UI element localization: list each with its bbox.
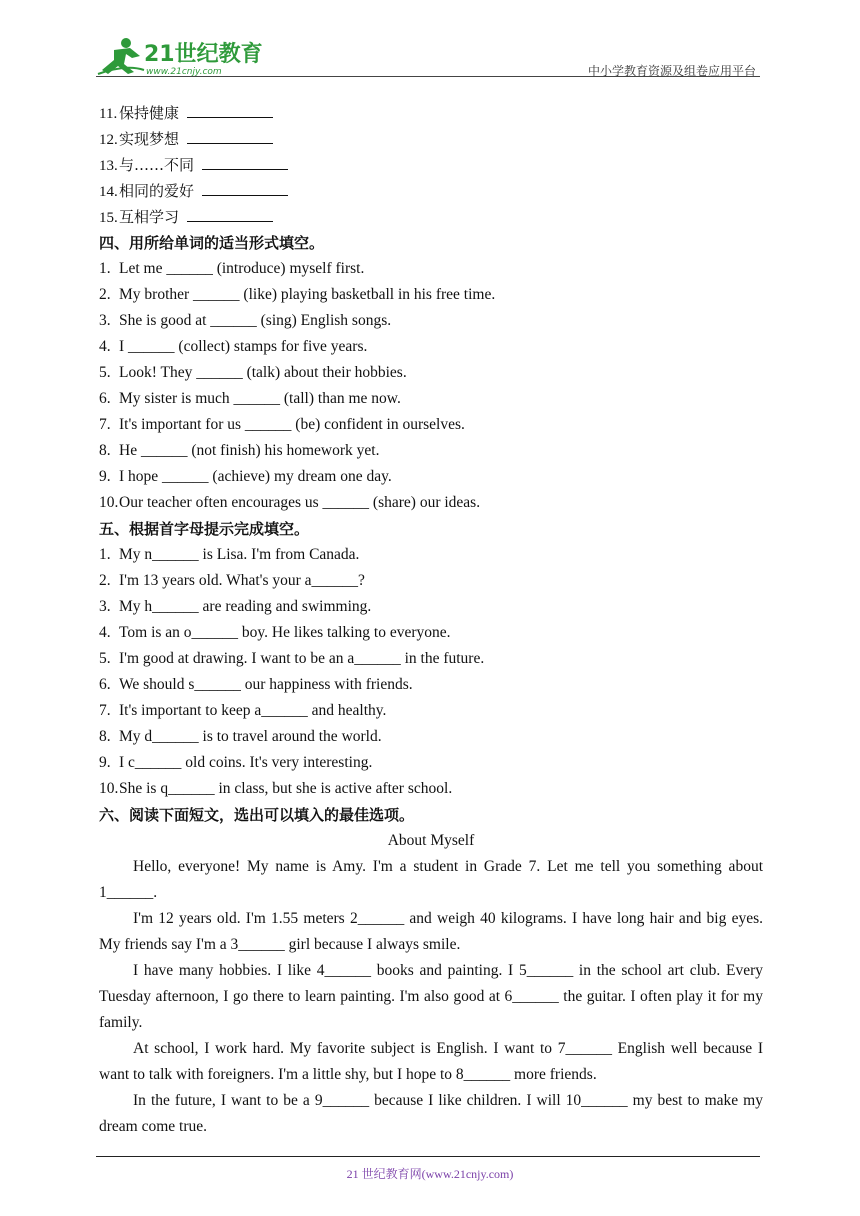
answer-blank[interactable] <box>202 155 288 170</box>
question-item <box>99 490 763 516</box>
section-6-title: 六、阅读下面短文，选出可以填入的最佳选项。 <box>99 806 415 824</box>
question-item <box>99 750 763 776</box>
item-number: 3. <box>99 598 111 615</box>
question-item <box>99 360 763 386</box>
answer-blank[interactable] <box>187 103 273 118</box>
item-number: 4. <box>99 338 111 355</box>
question-item <box>99 334 763 360</box>
question-item <box>99 724 763 750</box>
question-item <box>99 542 763 568</box>
item-number: 7. <box>99 702 111 719</box>
item-number: 2. <box>99 286 111 303</box>
answer-blank[interactable] <box>187 207 273 222</box>
question-text: Look! They ______ (talk) about their hobbies. <box>119 364 407 381</box>
question-text: My sister is much ______ (tall) than me now. <box>119 390 401 407</box>
phrase-item <box>99 152 763 178</box>
question-text: She is q______ in class, but she is active after school. <box>119 780 453 797</box>
answer-blank[interactable] <box>202 181 288 196</box>
question-text: He ______ (not finish) his homework yet. <box>119 442 380 459</box>
question-item <box>99 438 763 464</box>
question-text: I'm good at drawing. I want to be an a______ in the future. <box>119 650 485 667</box>
logo-url: www.21cnjy.com <box>146 67 222 77</box>
question-item <box>99 308 763 334</box>
question-text: I'm 13 years old. What's your a______? <box>119 572 365 589</box>
footer-text: 21 世纪教育网(www.21cnjy.com) <box>346 1167 514 1181</box>
question-text: I hope ______ (achieve) my dream one day. <box>119 468 392 485</box>
article-title: About Myself <box>387 832 475 849</box>
question-text: My d______ is to travel around the world. <box>119 728 382 745</box>
header-divider <box>96 76 760 77</box>
item-number: 2. <box>99 572 111 589</box>
question-text: My h______ are reading and swimming. <box>119 598 372 615</box>
worksheet-content <box>99 100 763 1140</box>
article-paragraph: Hello, everyone! My name is Amy. I'm a student in Grade 7. Let me tell you something about 1______. <box>99 858 763 901</box>
question-item <box>99 646 763 672</box>
item-number: 7. <box>99 416 111 433</box>
item-number: 8. <box>99 728 111 745</box>
question-text: My n______ is Lisa. I'm from Canada. <box>119 546 360 563</box>
phrase-item <box>99 178 763 204</box>
question-text: It's important to keep a______ and healthy. <box>119 702 387 719</box>
question-text: Our teacher often encourages us ______ (share) our ideas. <box>119 494 481 511</box>
item-number: 11. <box>99 106 118 122</box>
item-number: 1. <box>99 546 111 563</box>
item-number: 4. <box>99 624 111 641</box>
section-4-title: 四、用所给单词的适当形式填空。 <box>99 234 325 252</box>
item-number: 9. <box>99 754 111 771</box>
phrase-item <box>99 100 763 126</box>
item-number: 6. <box>99 390 111 407</box>
phrase-text: 保持健康 <box>119 104 180 122</box>
item-number: 3. <box>99 312 111 329</box>
question-item <box>99 256 763 282</box>
question-text: I ______ (collect) stamps for five years. <box>119 338 368 355</box>
page-header <box>96 34 760 78</box>
question-text: Tom is an o______ boy. He likes talking to everyone. <box>119 624 451 641</box>
section-5-title: 五、根据首字母提示完成填空。 <box>99 520 310 538</box>
section-5-list <box>99 542 763 802</box>
item-number: 10. <box>99 494 119 511</box>
question-item <box>99 412 763 438</box>
item-number: 5. <box>99 650 111 667</box>
item-number: 1. <box>99 260 111 277</box>
question-text: I c______ old coins. It's very interesting. <box>119 754 373 771</box>
phrase-text: 与……不同 <box>119 156 195 174</box>
question-item <box>99 672 763 698</box>
question-text: Let me ______ (introduce) myself first. <box>119 260 365 277</box>
article-paragraph: I have many hobbies. I like 4______ books and painting. I 5______ in the school art club. Every Tuesday afternoon, I go there to learn painting. I'm also good at 6______ the guitar. I often play it for my family. <box>99 962 763 1031</box>
item-number: 12. <box>99 132 118 148</box>
question-text: We should s______ our happiness with friends. <box>119 676 413 693</box>
phrase-text: 实现梦想 <box>119 130 180 148</box>
item-number: 13. <box>99 158 118 174</box>
article-paragraph: At school, I work hard. My favorite subject is English. I want to 7______ English well because I want to talk with foreigners. I'm a little shy, but I hope to 8______ more friends. <box>99 1040 763 1083</box>
item-number: 15. <box>99 210 118 226</box>
footer-divider <box>96 1156 760 1157</box>
question-item <box>99 776 763 802</box>
question-item <box>99 568 763 594</box>
header-platform-text: 中小学教育资源及组卷应用平台 <box>587 64 756 78</box>
item-number: 5. <box>99 364 111 381</box>
phrase-item <box>99 126 763 152</box>
article-paragraph: I'm 12 years old. I'm 1.55 meters 2______ and weigh 40 kilograms. I have long hair and big eyes. My friends say I'm a 3______ girl because I always smile. <box>99 910 763 953</box>
item-number: 8. <box>99 442 111 459</box>
question-item <box>99 282 763 308</box>
phrase-list <box>99 100 763 230</box>
item-number: 6. <box>99 676 111 693</box>
item-number: 9. <box>99 468 111 485</box>
section-4-list <box>99 256 763 516</box>
phrase-text: 相同的爱好 <box>119 182 195 200</box>
question-item <box>99 386 763 412</box>
phrase-item <box>99 204 763 230</box>
question-item <box>99 594 763 620</box>
question-text: She is good at ______ (sing) English songs. <box>119 312 392 329</box>
question-item <box>99 620 763 646</box>
answer-blank[interactable] <box>187 129 273 144</box>
question-text: It's important for us ______ (be) confident in ourselves. <box>119 416 465 433</box>
question-item <box>99 698 763 724</box>
item-number: 10. <box>99 780 119 797</box>
article-paragraph: In the future, I want to be a 9______ because I like children. I will 10______ my best to make my dream come true. <box>99 1092 763 1135</box>
question-text: My brother ______ (like) playing basketball in his free time. <box>119 286 496 303</box>
phrase-text: 互相学习 <box>119 208 180 226</box>
logo-text: 21世纪教育 <box>144 42 263 67</box>
brand-logo <box>96 34 266 78</box>
item-number: 14. <box>99 184 118 200</box>
question-item <box>99 464 763 490</box>
